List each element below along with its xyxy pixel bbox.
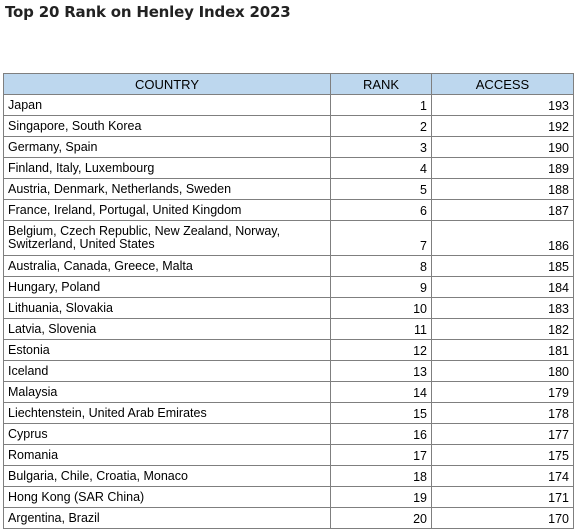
access-cell: 180 [432, 361, 574, 382]
country-cell: Finland, Italy, Luxembourg [4, 158, 331, 179]
access-cell: 185 [432, 256, 574, 277]
access-cell: 177 [432, 424, 574, 445]
table-row [4, 95, 574, 116]
rank-cell: 20 [331, 508, 432, 529]
country-cell: Australia, Canada, Greece, Malta [4, 256, 331, 277]
table-row [4, 137, 574, 158]
page-title: Top 20 Rank on Henley Index 2023 [5, 3, 291, 21]
table-row [4, 340, 574, 361]
country-cell: Bulgaria, Chile, Croatia, Monaco [4, 466, 331, 487]
country-cell: Romania [4, 445, 331, 466]
country-cell: Cyprus [4, 424, 331, 445]
table-row [4, 403, 574, 424]
access-cell: 186 [432, 221, 574, 256]
rank-cell: 6 [331, 200, 432, 221]
table-row [4, 508, 574, 529]
header-rank: RANK [331, 74, 432, 95]
access-cell: 174 [432, 466, 574, 487]
rank-cell: 18 [331, 466, 432, 487]
country-cell: France, Ireland, Portugal, United Kingdom [4, 200, 331, 221]
access-cell: 182 [432, 319, 574, 340]
rank-cell: 15 [331, 403, 432, 424]
table-row [4, 319, 574, 340]
country-cell: Liechtenstein, United Arab Emirates [4, 403, 331, 424]
country-cell: Germany, Spain [4, 137, 331, 158]
access-cell: 175 [432, 445, 574, 466]
table-row [4, 256, 574, 277]
rank-cell: 8 [331, 256, 432, 277]
table-row [4, 221, 574, 256]
access-cell: 188 [432, 179, 574, 200]
country-cell: Argentina, Brazil [4, 508, 331, 529]
rank-table [3, 73, 574, 529]
access-cell: 178 [432, 403, 574, 424]
rank-cell: 11 [331, 319, 432, 340]
table-row [4, 445, 574, 466]
rank-cell: 7 [331, 221, 432, 256]
access-cell: 190 [432, 137, 574, 158]
rank-cell: 17 [331, 445, 432, 466]
country-cell: Belgium, Czech Republic, New Zealand, Norway, Switzerland, United States [4, 221, 331, 256]
country-cell: Lithuania, Slovakia [4, 298, 331, 319]
table-header-row [4, 74, 574, 95]
country-cell: Austria, Denmark, Netherlands, Sweden [4, 179, 331, 200]
rank-cell: 19 [331, 487, 432, 508]
rank-cell: 12 [331, 340, 432, 361]
table-row [4, 298, 574, 319]
access-cell: 184 [432, 277, 574, 298]
country-cell: Hungary, Poland [4, 277, 331, 298]
rank-cell: 5 [331, 179, 432, 200]
table-row [4, 382, 574, 403]
table-row [4, 158, 574, 179]
country-cell: Malaysia [4, 382, 331, 403]
country-cell: Singapore, South Korea [4, 116, 331, 137]
table-row [4, 116, 574, 137]
table-row [4, 487, 574, 508]
access-cell: 179 [432, 382, 574, 403]
access-cell: 183 [432, 298, 574, 319]
country-cell: Iceland [4, 361, 331, 382]
table-row [4, 277, 574, 298]
rank-cell: 9 [331, 277, 432, 298]
rank-cell: 13 [331, 361, 432, 382]
access-cell: 192 [432, 116, 574, 137]
rank-cell: 2 [331, 116, 432, 137]
access-cell: 193 [432, 95, 574, 116]
rank-cell: 16 [331, 424, 432, 445]
header-country: COUNTRY [4, 74, 331, 95]
table-row [4, 179, 574, 200]
table-row [4, 361, 574, 382]
table-row [4, 424, 574, 445]
country-cell: Latvia, Slovenia [4, 319, 331, 340]
country-cell: Hong Kong (SAR China) [4, 487, 331, 508]
rank-cell: 14 [331, 382, 432, 403]
rank-cell: 10 [331, 298, 432, 319]
header-access: ACCESS [432, 74, 574, 95]
access-cell: 171 [432, 487, 574, 508]
table-body [4, 95, 574, 529]
rank-cell: 3 [331, 137, 432, 158]
rank-cell: 4 [331, 158, 432, 179]
access-cell: 170 [432, 508, 574, 529]
table-row [4, 466, 574, 487]
country-cell: Estonia [4, 340, 331, 361]
country-cell: Japan [4, 95, 331, 116]
access-cell: 189 [432, 158, 574, 179]
access-cell: 187 [432, 200, 574, 221]
access-cell: 181 [432, 340, 574, 361]
rank-cell: 1 [331, 95, 432, 116]
table-row [4, 200, 574, 221]
